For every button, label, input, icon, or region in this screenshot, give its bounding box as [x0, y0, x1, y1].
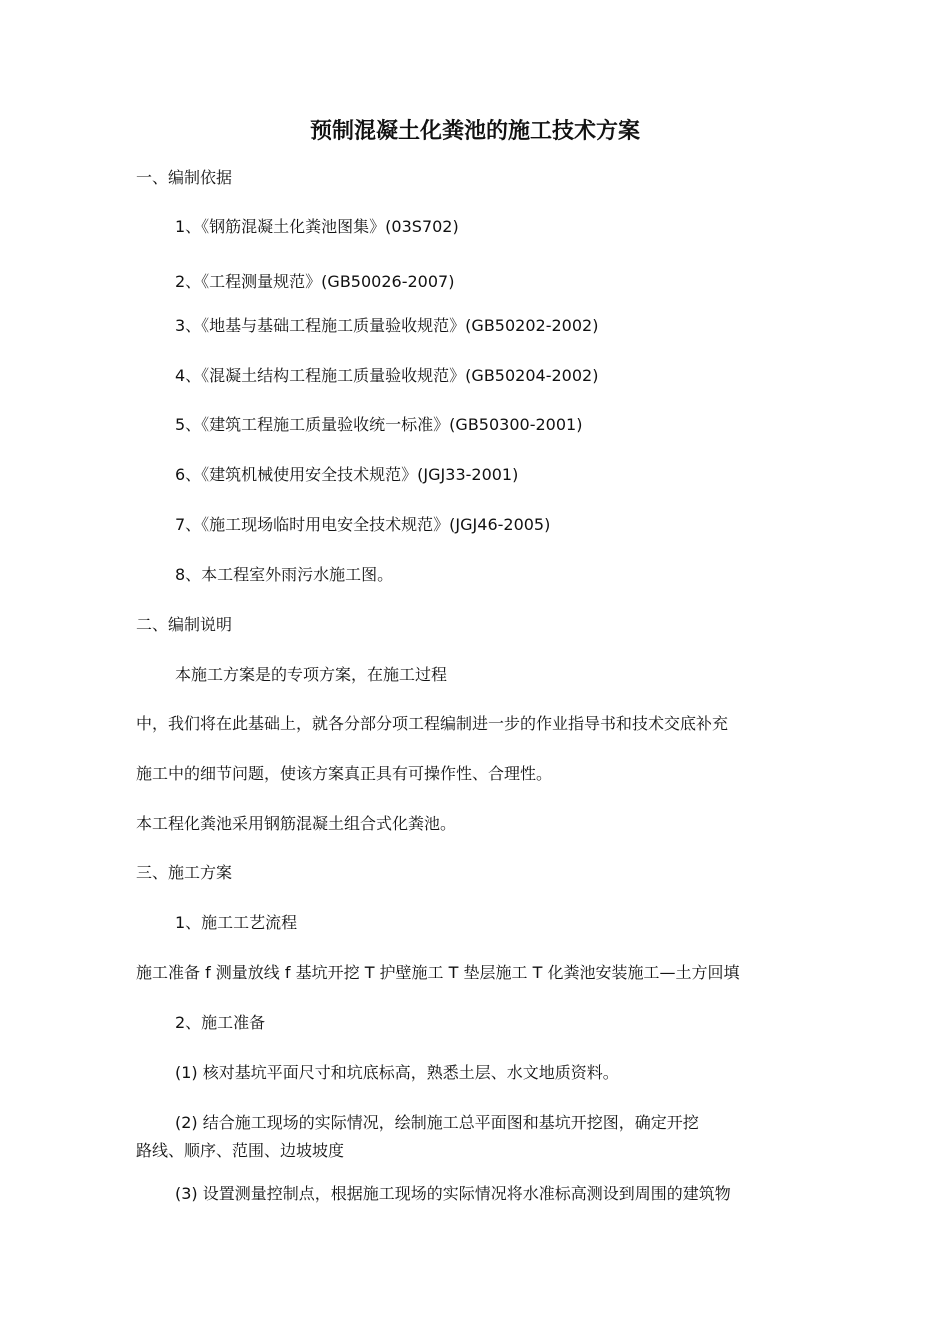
- subsection-preparation: 2、施工准备: [175, 1013, 266, 1032]
- preparation-item-1: (1) 核对基坑平面尺寸和坑底标高，熟悉土层、水文地质资料。: [175, 1063, 619, 1082]
- reference-item-6: 6、《建筑机械使用安全技术规范》(JGJ33-2001): [175, 465, 519, 484]
- process-flow-line: 施工准备 f 测量放线 f 基坑开挖 T 护壁施工 T 垫层施工 T 化粪池安装施工—土方回填: [136, 963, 740, 982]
- section-heading-explanation: 二、编制说明: [136, 615, 233, 634]
- subsection-process-flow: 1、施工工艺流程: [175, 913, 298, 932]
- reference-item-7: 7、《施工现场临时用电安全技术规范》(JGJ46-2005): [175, 515, 551, 534]
- reference-item-3: 3、《地基与基础工程施工质量验收规范》(GB50202-2002): [175, 316, 599, 335]
- document-title: 预制混凝土化粪池的施工技术方案: [309, 119, 640, 144]
- explanation-line-3: 施工中的细节问题，使该方案真正具有可操作性、合理性。: [136, 764, 553, 783]
- reference-item-1: 1、《钢筋混凝土化粪池图集》(03S702): [175, 217, 459, 236]
- preparation-item-3: (3) 设置测量控制点，根据施工现场的实际情况将水准标高测设到周围的建筑物: [175, 1184, 731, 1203]
- reference-item-2: 2、《工程测量规范》(GB50026-2007): [175, 272, 455, 291]
- section-heading-plan: 三、施工方案: [136, 863, 233, 882]
- section-heading-basis: 一、编制依据: [136, 168, 233, 187]
- preparation-item-2-continued: 路线、顺序、范围、边坡坡度: [136, 1141, 345, 1160]
- preparation-item-2: (2) 结合施工现场的实际情况，绘制施工总平面图和基坑开挖图，确定开挖: [175, 1113, 699, 1132]
- explanation-line-2: 中，我们将在此基础上，就各分部分项工程编制进一步的作业指导书和技术交底补充: [136, 714, 729, 733]
- reference-item-4: 4、《混凝土结构工程施工质量验收规范》(GB50204-2002): [175, 366, 599, 385]
- reference-item-8: 8、本工程室外雨污水施工图。: [175, 565, 394, 584]
- reference-item-5: 5、《建筑工程施工质量验收统一标准》(GB50300-2001): [175, 415, 583, 434]
- explanation-line-4: 本工程化粪池采用钢筋混凝土组合式化粪池。: [136, 814, 457, 833]
- explanation-line-1: 本施工方案是的专项方案，在施工过程: [175, 665, 448, 684]
